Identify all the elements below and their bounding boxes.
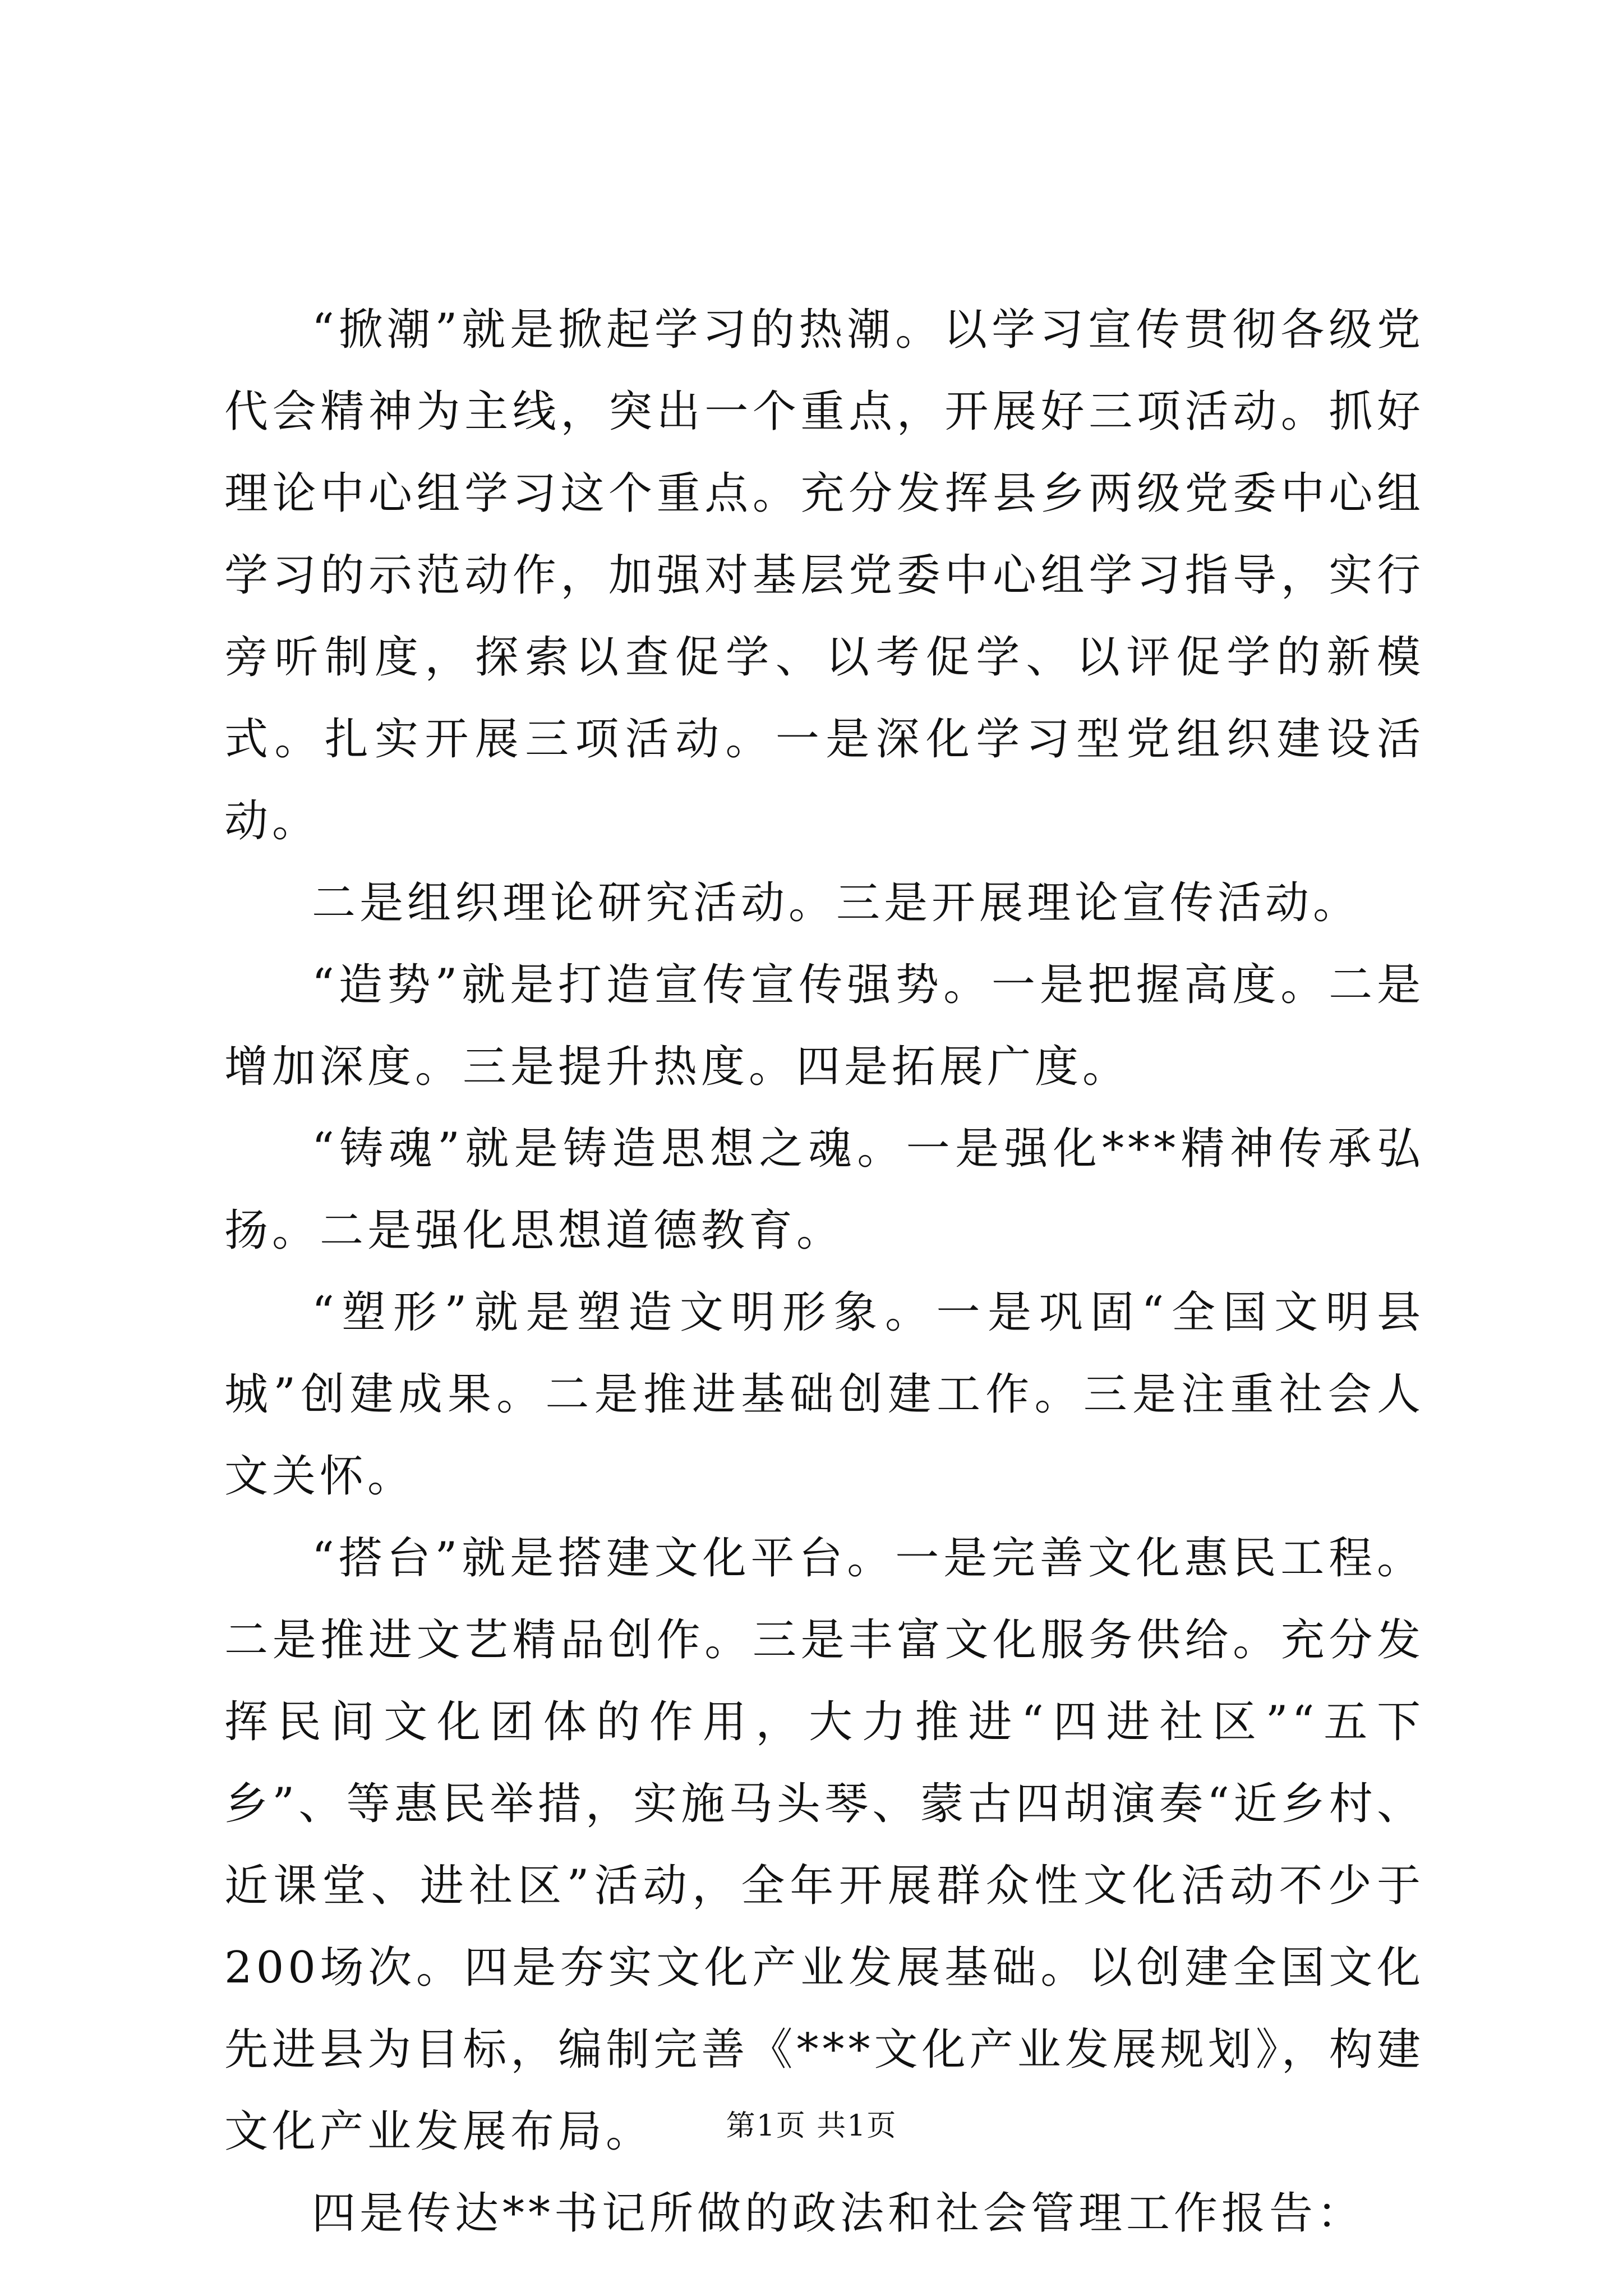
page-footer: 第1页 共1页 <box>726 2109 897 2143</box>
paragraph-report: 四是传达**书记所做的政法和社会管理工作报告： <box>312 2188 1365 2239</box>
paragraph-activities: 二是组织理论研究活动。三是开展理论宣传活动。 <box>312 878 1361 928</box>
paragraph-datai: “搭台”就是搭建文化平台。一是完善文化惠民工程。二是推进文艺精品创作。三是丰富文化服务供给。充分发挥民间文化团体的作用，大力推进“四进社区”“五下乡”、等惠民举措，实施马头琴、蒙古四胡演奏“近乡村、近课堂、进社区”活动，全年开展群众性文化活动不少于200场次。四是夯实文化产业发展基础。以创建全国文化先进县为目标，编制完善《***文化产业发展规划》，构建文化产业发展布局。 <box>224 1533 1424 2157</box>
paragraph-zhuhun: “铸魂”就是铸造思想之魂。一是强化***精神传承弘扬。二是强化思想道德教育。 <box>224 1124 1424 1256</box>
document-body <box>224 289 1424 2254</box>
paragraph-suxing: “塑形”就是塑造文明形象。一是巩固“全国文明县城”创建成果。二是推进基础创建工作。三是注重社会人文关怀。 <box>224 1287 1424 1502</box>
paragraph-xianchao: “掀潮”就是掀起学习的热潮。以学习宣传贯彻各级党代会精神为主线，突出一个重点，开展好三项活动。抓好理论中心组学习这个重点。充分发挥县乡两级党委中心组学习的示范动作，加强对基层党委中心组学习指导，实行旁听制度，探索以查促学、以考促学、以评促学的新模式。扎实开展三项活动。一是深化学习型党组织建设活动。 <box>224 305 1424 846</box>
paragraph-zaoshi: “造势”就是打造宣传宣传强势。一是把握高度。二是增加深度。三是提升热度。四是拓展广度。 <box>224 960 1424 1092</box>
